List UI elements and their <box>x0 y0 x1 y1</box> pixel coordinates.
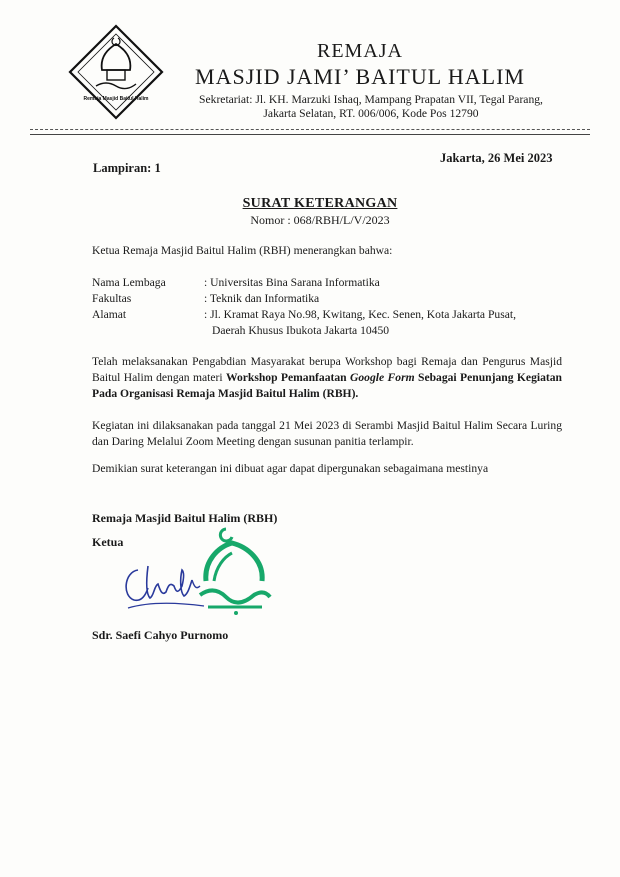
handwritten-signature <box>118 556 210 616</box>
paragraph-1-a: Telah melaksanakan Pengabdian Masyarakat berupa Workshop bagi Remaja dan Pengurus Masjid Baitul Halim dengan materi <box>92 355 562 384</box>
letter-title: SURAT KETERANGAN <box>242 196 398 211</box>
address-line1: Sekretariat: Jl. KH. Marzuki Ishaq, Mampang Prapatan VII, Tegal Parang, <box>199 93 543 106</box>
signatory-name: Sdr. Saefi Cahyo Purnomo <box>92 628 229 642</box>
paragraph-1 <box>92 354 562 402</box>
paragraph-1-b: Workshop Pemanfaatan <box>225 371 351 384</box>
signature-org: Remaja Masjid Baitul Halim (RBH) <box>92 511 278 525</box>
lampiran: Lampiran: 1 <box>93 161 161 175</box>
organization-logo <box>66 22 166 122</box>
field-label-fakultas: Fakultas <box>92 292 132 305</box>
intro-text: Ketua Remaja Masjid Baitul Halim (RBH) menerangkan bahwa: <box>92 244 393 257</box>
field-label-nama-lembaga: Nama Lembaga <box>92 276 166 289</box>
org-name-line1: REMAJA <box>316 40 403 62</box>
logo-caption: Remaja Masjid Baitul Halim <box>83 96 149 102</box>
address-line2: Jakarta Selatan, RT. 006/006, Kode Pos 12790 <box>263 107 479 120</box>
org-name-line2: MASJID JAMI’ BAITUL HALIM <box>195 64 525 89</box>
paragraph-1-c: Google Form <box>350 371 415 384</box>
header-divider <box>30 129 590 135</box>
field-value-alamat-cont: Daerah Khusus Ibukota Jakarta 10450 <box>212 324 390 337</box>
field-value-fakultas: : Teknik dan Informatika <box>204 292 320 305</box>
field-value-nama-lembaga: : Universitas Bina Sarana Informatika <box>204 276 380 289</box>
paragraph-3: Demikian surat keterangan ini dibuat agar dapat dipergunakan sebagaimana mestinya <box>92 462 489 475</box>
letter-date: Jakarta, 26 Mei 2023 <box>440 151 553 165</box>
signature-role: Ketua <box>92 535 124 549</box>
field-label-alamat: Alamat <box>92 308 127 321</box>
paragraph-1-d: Sebagai Penunjang Kegiatan Pada Organisasi Remaja Masjid Baitul Halim (RBH). <box>92 371 562 400</box>
paragraph-2: Kegiatan ini dilaksanakan pada tanggal 21 Mei 2023 di Serambi Masjid Baitul Halim Secara Luring dan Daring Melalui Zoom Meeting dengan susunan panitia terlampir. <box>92 419 562 448</box>
letter-number: Nomor : 068/RBH/L/V/2023 <box>250 213 390 227</box>
field-value-alamat: : Jl. Kramat Raya No.98, Kwitang, Kec. Senen, Kota Jakarta Pusat, <box>204 308 516 321</box>
